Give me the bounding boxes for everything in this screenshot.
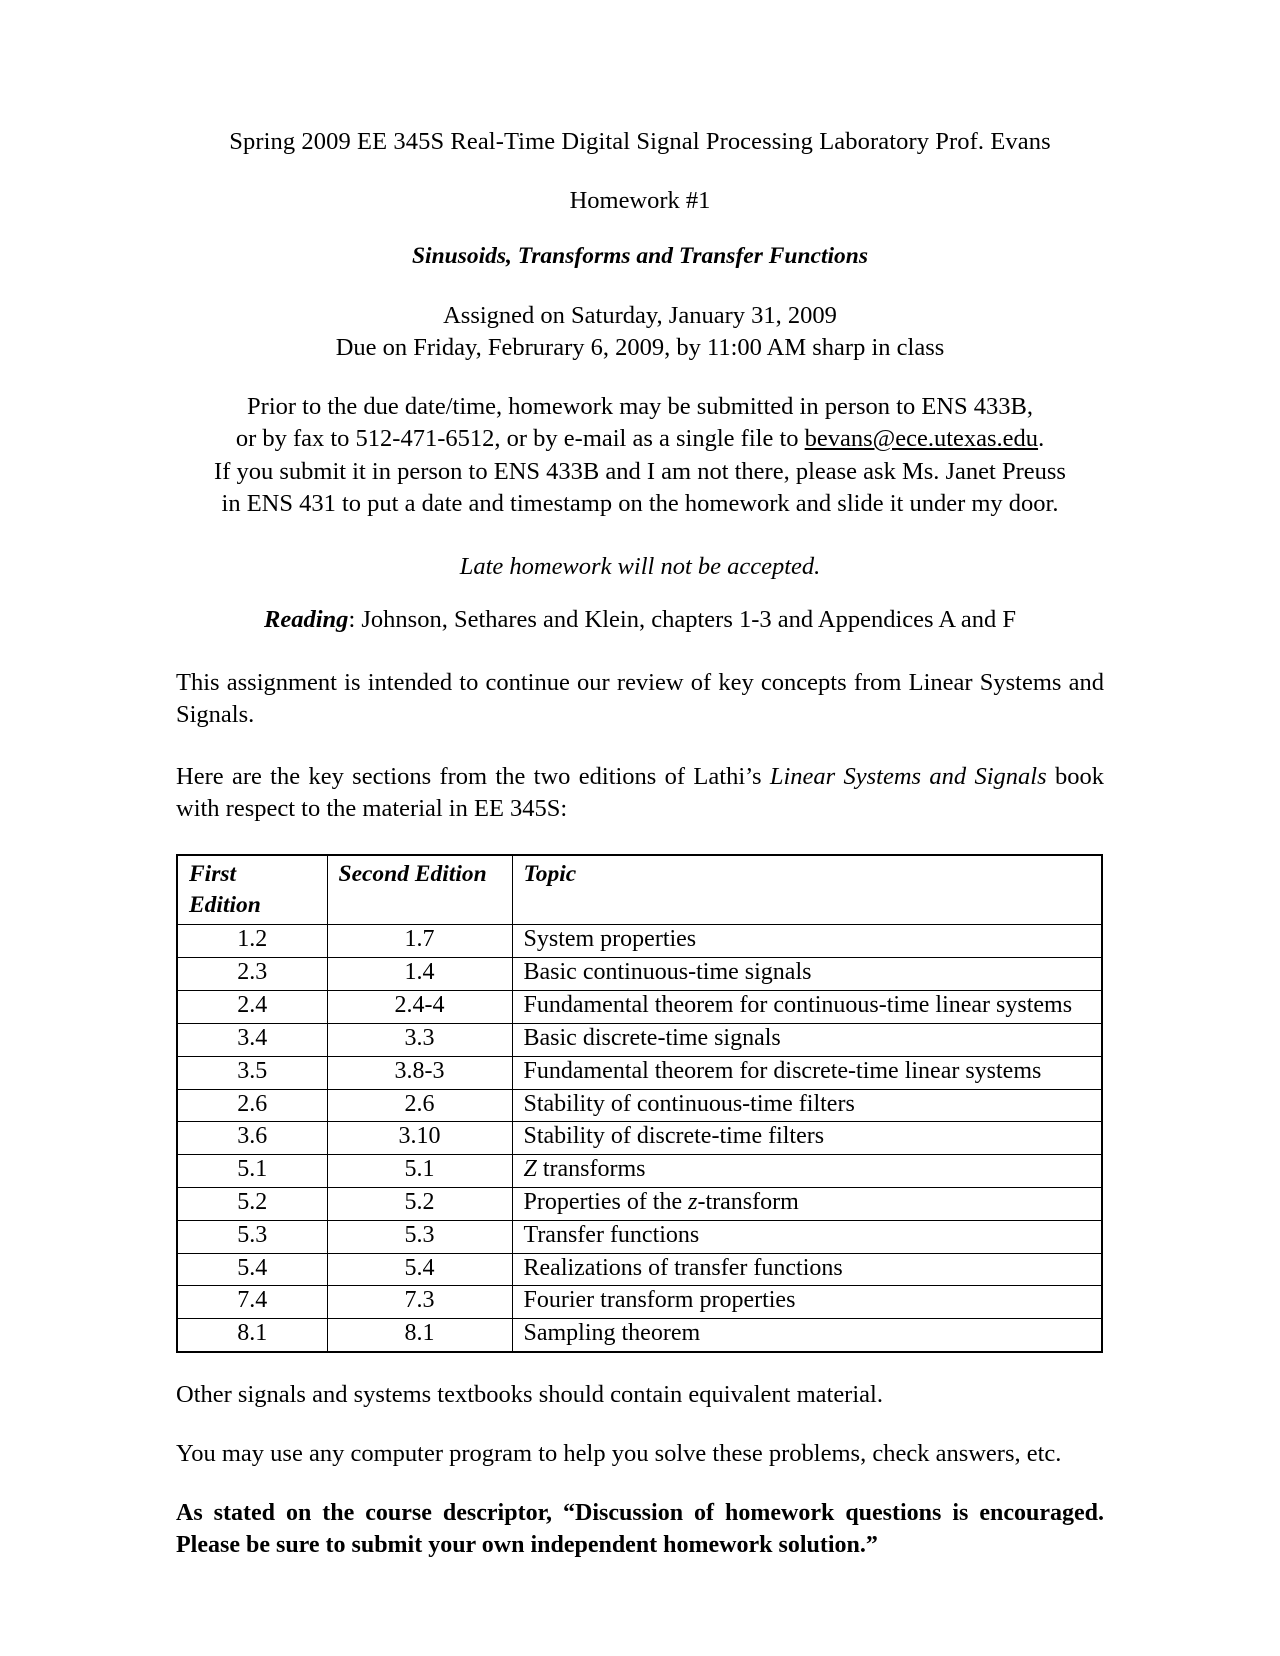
table-header-row bbox=[177, 855, 1102, 925]
z-symbol: z bbox=[688, 1189, 698, 1215]
cell-second-edition: 5.1 bbox=[327, 1155, 512, 1188]
cell-second-edition: 8.1 bbox=[327, 1319, 512, 1352]
assigned-date-line: Assigned on Saturday, January 31, 2009 bbox=[443, 302, 837, 329]
table-body bbox=[177, 925, 1102, 1352]
cell-second-edition: 3.3 bbox=[327, 1023, 512, 1056]
course-descriptor-note: As stated on the course descriptor, “Discussion of homework questions is encouraged. Please be sure to submit your own independent homework solution.” bbox=[176, 1499, 1104, 1558]
cell-topic: Stability of discrete-time filters bbox=[512, 1122, 1102, 1155]
table-row bbox=[177, 1056, 1102, 1089]
submission-line-1: Prior to the due date/time, homework may be submitted in person to ENS 433B, bbox=[247, 392, 1033, 420]
first-edition-line-1: First bbox=[189, 861, 237, 888]
table-row bbox=[177, 1253, 1102, 1286]
table-row bbox=[177, 958, 1102, 991]
assignment-dates bbox=[176, 300, 1104, 365]
reading-label: Reading bbox=[264, 605, 349, 633]
submission-line-2 bbox=[176, 423, 1104, 456]
cell-first-edition: 5.1 bbox=[177, 1155, 327, 1188]
column-header-first-edition bbox=[177, 855, 327, 925]
cell-second-edition: 3.8-3 bbox=[327, 1056, 512, 1089]
cell-topic: Realizations of transfer functions bbox=[512, 1253, 1102, 1286]
cell-topic bbox=[512, 1188, 1102, 1221]
document-content bbox=[176, 128, 1104, 1561]
due-date-line: Due on Friday, Februrary 6, 2009, by 11:00 AM sharp in class bbox=[335, 334, 945, 362]
intro-paragraph: This assignment is intended to continue our review of key concepts from Linear Systems and Signals. bbox=[176, 668, 1104, 728]
cell-second-edition: 5.3 bbox=[327, 1220, 512, 1253]
cell-second-edition: 1.7 bbox=[327, 925, 512, 958]
cell-second-edition: 5.2 bbox=[327, 1188, 512, 1221]
lathi-paragraph bbox=[176, 761, 1104, 825]
column-header-topic: Topic bbox=[512, 855, 1102, 925]
cell-second-edition: 7.3 bbox=[327, 1286, 512, 1319]
submission-line-2-suffix: . bbox=[1038, 425, 1045, 453]
reading-text: : Johnson, Sethares and Klein, chapters 1-3 and Appendices A and F bbox=[348, 605, 1016, 633]
cell-first-edition: 2.4 bbox=[177, 991, 327, 1024]
lathi-suffix: book with respect to the material in EE 345S: bbox=[176, 762, 1104, 822]
table-row bbox=[177, 1122, 1102, 1155]
cell-topic: Stability of continuous-time filters bbox=[512, 1089, 1102, 1122]
first-edition-line-2: Edition bbox=[189, 892, 261, 919]
table-row bbox=[177, 1220, 1102, 1253]
table-row bbox=[177, 925, 1102, 958]
table-row bbox=[177, 1286, 1102, 1319]
reading-assignment bbox=[176, 606, 1104, 634]
column-header-second-edition: Second Edition bbox=[327, 855, 512, 925]
cell-topic: Basic discrete-time signals bbox=[512, 1023, 1102, 1056]
assignment-subtitle: Sinusoids, Transforms and Transfer Functions bbox=[411, 243, 868, 269]
cell-first-edition: 8.1 bbox=[177, 1319, 327, 1352]
cell-topic: Fundamental theorem for continuous-time linear systems bbox=[512, 991, 1102, 1024]
table-row bbox=[177, 991, 1102, 1024]
topic-rest: transforms bbox=[536, 1156, 646, 1183]
lathi-book-title: Linear Systems and Signals bbox=[769, 762, 1047, 790]
z-symbol: Z bbox=[523, 1156, 537, 1183]
cell-first-edition: 3.6 bbox=[177, 1122, 327, 1155]
cell-second-edition: 3.10 bbox=[327, 1122, 512, 1155]
edition-topic-table bbox=[176, 854, 1103, 1353]
submission-line-3: If you submit it in person to ENS 433B and I am not there, please ask Ms. Janet Preuss bbox=[214, 457, 1066, 485]
submission-instructions bbox=[176, 391, 1104, 521]
lathi-prefix: Here are the key sections from the two editions of Lathi’s bbox=[176, 762, 770, 790]
cell-first-edition: 5.3 bbox=[177, 1220, 327, 1253]
cell-first-edition: 7.4 bbox=[177, 1286, 327, 1319]
table-row bbox=[177, 1023, 1102, 1056]
submission-line-4: in ENS 431 to put a date and timestamp on the homework and slide it under my door. bbox=[221, 490, 1059, 518]
other-textbooks-paragraph: Other signals and systems textbooks should contain equivalent material. bbox=[176, 1381, 883, 1409]
computer-program-paragraph: You may use any computer program to help you solve these problems, check answers, etc. bbox=[176, 1439, 1062, 1467]
topic-prefix: Properties of the bbox=[523, 1189, 689, 1215]
cell-topic bbox=[512, 1155, 1102, 1188]
cell-topic: Sampling theorem bbox=[512, 1319, 1102, 1352]
cell-topic: Transfer functions bbox=[512, 1220, 1102, 1253]
table-row bbox=[177, 1155, 1102, 1188]
table-row bbox=[177, 1319, 1102, 1352]
cell-first-edition: 3.4 bbox=[177, 1023, 327, 1056]
cell-first-edition: 3.5 bbox=[177, 1056, 327, 1089]
cell-first-edition: 2.3 bbox=[177, 958, 327, 991]
cell-second-edition: 2.4-4 bbox=[327, 991, 512, 1024]
cell-topic: Basic continuous-time signals bbox=[512, 958, 1102, 991]
cell-topic: Fourier transform properties bbox=[512, 1286, 1102, 1319]
cell-topic: System properties bbox=[512, 925, 1102, 958]
homework-number: Homework #1 bbox=[569, 187, 711, 214]
cell-second-edition: 2.6 bbox=[327, 1089, 512, 1122]
cell-first-edition: 5.4 bbox=[177, 1253, 327, 1286]
cell-second-edition: 1.4 bbox=[327, 958, 512, 991]
cell-first-edition: 2.6 bbox=[177, 1089, 327, 1122]
table-row bbox=[177, 1089, 1102, 1122]
table-row bbox=[177, 1188, 1102, 1221]
cell-second-edition: 5.4 bbox=[327, 1253, 512, 1286]
instructor-email-link[interactable]: bevans@ece.utexas.edu bbox=[804, 425, 1039, 453]
cell-first-edition: 5.2 bbox=[177, 1188, 327, 1221]
topic-suffix: -transform bbox=[697, 1189, 799, 1215]
cell-topic: Fundamental theorem for discrete-time linear systems bbox=[512, 1056, 1102, 1089]
late-policy-note: Late homework will not be accepted. bbox=[459, 552, 821, 580]
submission-line-2-prefix: or by fax to 512-471-6512, or by e-mail as a single file to bbox=[235, 425, 805, 453]
course-header-line: Spring 2009 EE 345S Real-Time Digital Signal Processing Laboratory Prof. Evans bbox=[229, 128, 1051, 155]
cell-first-edition: 1.2 bbox=[177, 925, 327, 958]
